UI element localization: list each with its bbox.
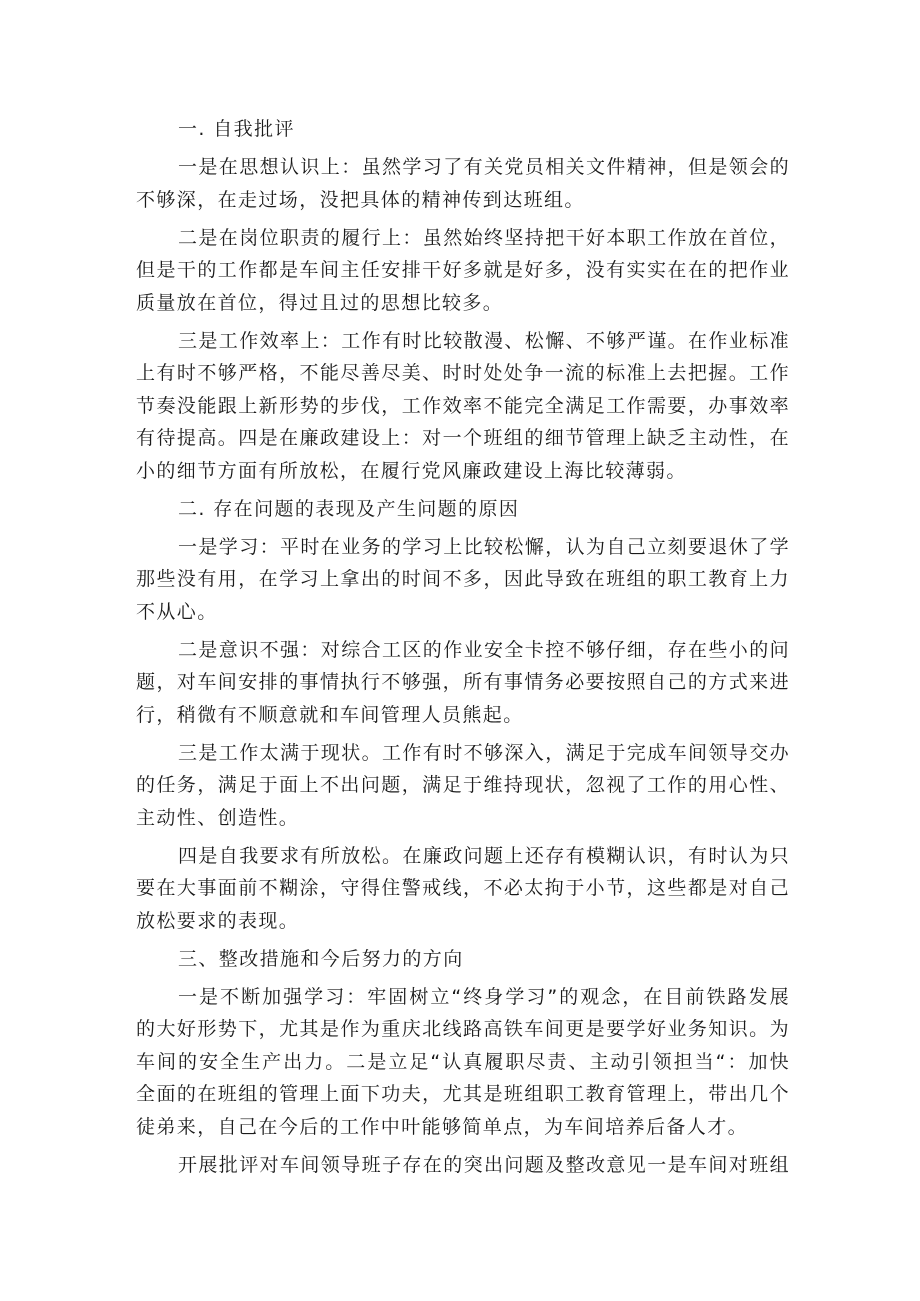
paragraph-criticism-leadership: 开展批评对车间领导班子存在的突出问题及整改意见一是车间对班组 — [178, 1153, 791, 1176]
section-heading-problems-causes: 二. 存在问题的表现及产生问题的原因 — [178, 497, 520, 520]
paragraph-complacency: 三是工作太满于现状。工作有时不够深入，满足于完成车间领导交办的任务，满足于面上不出问题，满足于维持现状，忽视了工作的用心性、主动性、创造性。 — [136, 741, 791, 829]
paragraph-awareness: 二是意识不强：对综合工区的作业安全卡控不够仔细，存在些小的问题，对车间安排的事情执行不够强，所有事情务必要按照自己的方式来进行，稍微有不顺意就和车间管理人员熊起。 — [136, 638, 791, 726]
paragraph-work-efficiency: 三是工作效率上：工作有时比较散漫、松懈、不够严谨。在作业标准上有时不够严格，不能尽善尽美、时时处处争一流的标准上去把握。工作节奏没能跟上新形势的步伐，工作效率不能完全满足工作需要，办事效率有待提高。四是在廉政建设上：对一个班组的细节管理上缺乏主动性，在小的细节方面有所放松，在履行党风廉政建设上海比较薄弱。 — [136, 329, 791, 482]
paragraph-self-discipline: 四是自我要求有所放松。在廉政问题上还存有模糊认识，有时认为只要在大事面前不糊涂，守得住警戒线，不必太拘于小节，这些都是对自己放松要求的表现。 — [136, 844, 791, 932]
paragraph-job-duties: 二是在岗位职责的履行上：虽然始终坚持把干好本职工作放在首位，但是干的工作都是车间主任安排干好多就是好多，没有实实在在的把作业质量放在首位，得过且过的思想比较多。 — [136, 226, 791, 314]
paragraph-thought-awareness: 一是在思想认识上：虽然学习了有关党员相关文件精神，但是领会的不够深，在走过场，没把具体的精神传到达班组。 — [136, 156, 791, 211]
paragraph-study: 一是学习：平时在业务的学习上比较松懈，认为自己立刻要退休了学那些没有用，在学习上拿出的时间不多，因此导致在班组的职工教育上力不从心。 — [136, 535, 791, 623]
section-heading-self-criticism: 一. 自我批评 — [178, 118, 295, 140]
paragraph-continuous-learning: 一是不断加强学习：牢固树立“终身学习”的观念，在目前铁路发展的大好形势下，尤其是作为重庆北线路高铁车间更是要学好业务知识。为车间的安全生产出力。二是立足“认真履职尽责、主动引领担当“：加快全面的在班组的管理上面下功夫，尤其是班组职工教育管理上，带出几个徒弟来，自己在今后的工作中叶能够简单点，为车间培养后备人才。 — [136, 985, 790, 1138]
document-body — [136, 113, 790, 1187]
section-heading-rectification: 三、整改措施和今后努力的方向 — [178, 947, 464, 970]
